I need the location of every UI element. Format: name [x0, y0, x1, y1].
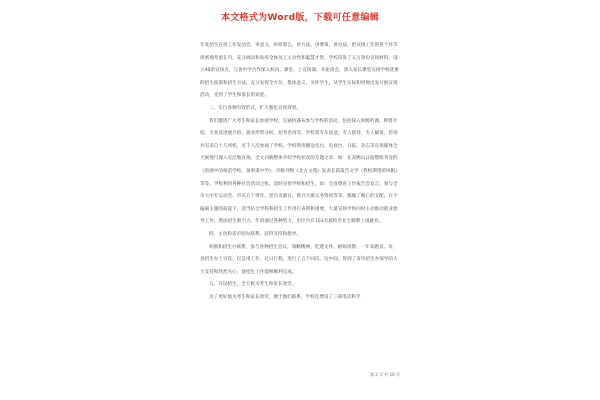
document-banner: 本文格式为Word版，下载可任意编辑 [220, 13, 380, 23]
section-heading-4: 四、主动和省市招办联系，获得支持和指导。 [209, 231, 301, 237]
paragraph-1: 年度招生宣扬工作发动会，讲意义，讲原那么，讲方法，讲要策，讲办法。把宣扬工作的各个环节周密地考虑在内，充分调动和发挥全体员工主动性和聪慧才智，学校印发了五万余份宣扬材料，设立40余宣扬点，与各中学合作深入校内、课堂、上宣扬课，开座谈会，深入家长课堂宣扬学校优惠的招生政策和招生方法，充分发挥全方位，集体意义，关怀学生，从学生实际和进展出发开展宣扬活动，受到了学生和家长的欢迎。 [200, 43, 399, 99]
page-number-footer: 第 2 页 共 16 页 [370, 372, 400, 377]
paragraph-4: 为了更好地为考生和家长效劳，便于他们联系，学校还增设了三部电话和手 [209, 294, 361, 300]
section-heading-5: 五、开设招生，全天候为考生和家长效劳。 [209, 282, 297, 288]
document-body [200, 40, 400, 304]
section-heading-3: 三、实行各种有效形式，扩大强化宣扬效果。 [209, 105, 301, 111]
paragraph-3: 积极和招生办联系，参与各种招生会议，领略精神，吃透文件，耐烦请教。一年来跑省、市、县招生办上百次，仅是用工作，过日行程，进行了五个回次，这中间，得到了省市招生办领导的大力支持和热烈关心，使招生工作能够顺利完成。 [200, 244, 398, 275]
paragraph-2: 我们邀请广大考生和家长参观学校，压通机遇布参与学校的活动，包括探入班级听课，师资介绍、专业及进展介绍、就业形势分析、招考咨询等。学校派专车接送，专人接待，专人解说，咨询共有来自十几所校，近千人次参观了学校。学校利用播送电台、电视台、日报、杂志等宣扬媒体全天候进行深入宣泛地宣扬。全文刊载整体介绍学校状况的专题文章，如：在双鸭山日报整版刊登的《进展中的师范学校，领事谋中学》，市级刊物《北方文苑》发表长篇报告文学《我校期望的风帆》等等。学校利用各种社会活动之机，适时宣扬学校和招生，如：全省德育工作报告会发言、参与全市大中专运动会、市庆五十周年、党员贡献日、新兴大街义务资询等等，都做了细心的支配，在不偏离主题的前提下，适当结合学校和招生工作进行表明和重要，大量宣扬学校同时主动推动就业指导工作，增添招生吸引力。年初通过各种势力，市区内有103名质校毕业生顺利上岗就业。 [200, 118, 400, 225]
